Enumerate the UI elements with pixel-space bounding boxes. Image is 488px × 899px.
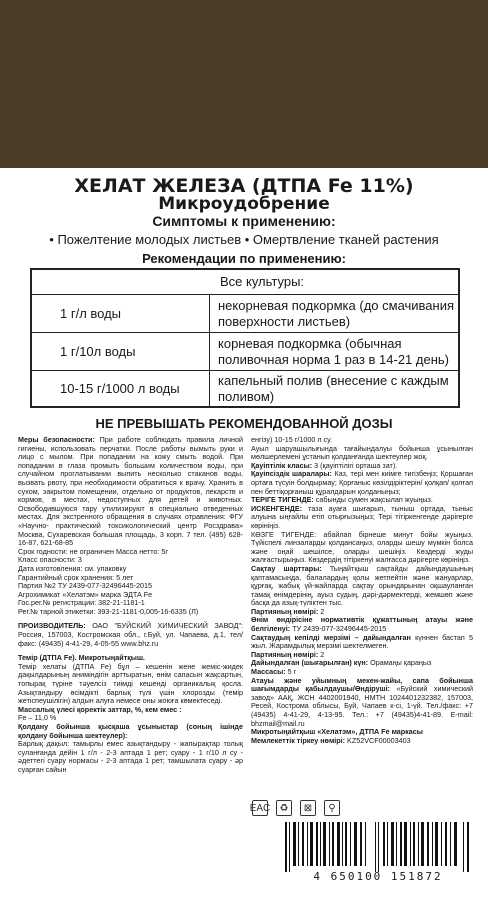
dosage-warning: НЕ ПРЕВЫШАТЬ РЕКОМЕНДОВАННОЙ ДОЗЫ — [95, 416, 393, 431]
use-cell: некорневая подкормка (до смачивания поверхности листьев) — [218, 297, 455, 329]
all-crops-label: Все культуры: — [220, 274, 305, 289]
dose-cell: 10-15 г/1000 л воды — [32, 371, 210, 406]
symptoms-text: • Пожелтение молодых листьев • Омертвление тканей растения — [49, 232, 439, 247]
dosage-table — [30, 268, 460, 408]
producer-text: ОАО "БУЙСКИЙ ХИМИЧЕСКИЙ ЗАВОД": Россия, 157003, Костромская обл., г.Буй, ул. Чапаева, д.1, тел/факс: (49435) 4-41-29, 4-05-55 www.bhz.ru — [18, 621, 243, 648]
info-line: Гос.рег.№ регистрации: 382-21-1181-1 — [18, 598, 145, 608]
use-cell: капельный полив (внесение с каждым поливом) — [218, 372, 449, 404]
dose-cell: 1 г/л воды — [32, 295, 210, 332]
info-line: Агрохимикат «Хелатэм» марка ЭДТА Fe — [18, 589, 153, 599]
brand-label: Микротыңайтқыш «Хелатэм», ДТПА Fe маркасы — [251, 727, 423, 737]
reg-label: Өнім өндірісіне нормативтік құжаттының атауы және белгіленуі: — [251, 615, 473, 634]
barcode-number: 4 650100 151872 — [313, 870, 443, 883]
kz-safety-text: Каз, тері мен киімге тигізбеңіз; Қоршаған ортаға түсуін болдырмау; Қорғаныс көзілдіріктерін/ қолқап/ қолғап пен беттіқорғаныш құралдарын қолданыңыз; — [251, 469, 473, 496]
safety-label: Меры безопасности: — [18, 435, 95, 444]
info-line: Срок годности: не ограничен Масса нетто: 5г — [18, 546, 169, 556]
product-subtitle: Микроудобрение — [158, 194, 330, 214]
kz-dose-value: Fe – 11,0 % — [18, 713, 57, 723]
storage-label: Сақтау шарттары: — [251, 563, 322, 573]
shelf-label: Сақтаудың кепілді мерзімі – дайындалған — [251, 632, 411, 642]
safety-text: При работе соблюдать правила личной гигиены, использовать перчатки. После работы вымыть руки и лицо с мылом. При попадании на кожу смыть водой. При попадании в глаза промыть большим количеством воды, при случайном проглатывании выпить несколько стаканов воды, вызвать рвоту, при необходимости обратиться к врачу. Хранить в сухом, закрытом помещении, отдельно от продуктов, лекарств и кормов, в местах, недоступных для детей и животных. Освободившуюся тару утилизируют в специально отведенных местах. Для экстренного обращения в случаях отравления: ФГУ «Научно- практический токсикологический центр Росздрава» Москва, Сухаревская большая площадь, 3 корп. 7 тел. (495) 628-16-87, 621-68-85 — [18, 435, 243, 548]
info-line: Класс опасности: 3 — [18, 555, 82, 565]
recommendations-heading: Рекомендации по применению: — [142, 251, 346, 266]
batch-text: 2 — [318, 649, 325, 659]
kz-safety-paragraph — [251, 470, 473, 496]
info-line: Дата изготовления: см. упаковку — [18, 563, 127, 573]
eye-label: ИСКЕНГЕНДЕ: — [251, 503, 303, 513]
dosage-row — [32, 332, 458, 370]
pkg-label: Партияның нөмірі: — [251, 606, 319, 616]
kz-safety-label: Қауіпсіздік шаралары: — [251, 469, 332, 479]
kz-usage-label-text: Қолдану бойынша қысқаша ұсыныстар (соның ішінде қолдану бойынша шектеулер): — [18, 722, 243, 740]
maker-text: «Буйский химический завод» ААҚ, ЖСН 4402001940, НМТН 1024401232382, 157003, Ресей, Кострома облысы, Буй, Чапаев к-сі, 1-үй. Тел./факс: +7 (49435) 4-41-29, 4-13-95. Тел.: +7 (49435)4-41-89. E-mail: bhzmail@mail.ru — [251, 684, 473, 728]
state-text: KZ52VCF00003403 — [345, 735, 411, 745]
hazard-label: Қауіптілік класы: — [251, 460, 313, 470]
maker-paragraph — [251, 677, 473, 729]
kz-dose-label-text: Массалық үлесі қоректік заттар, %, кем емес : — [18, 704, 182, 714]
symptoms-heading: Симптомы к применению: — [152, 213, 336, 229]
state-label: Мемлекеттік тіркеу нөмірі: — [251, 735, 346, 745]
kz-title-text: Темір (ДТПА Fe). Микротыңайтқыш. — [18, 653, 145, 663]
dosage-row — [32, 294, 458, 332]
info-line: Партия №2 ТУ 2439-077-32496445-2015 — [18, 581, 152, 591]
info-line: Гарантийный срок хранения: 5 лет — [18, 572, 134, 582]
producer-label: ПРОИЗВОДИТЕЛЬ: — [18, 621, 86, 631]
state-paragraph — [251, 737, 473, 746]
dose-cell: 1 г/10л воды — [32, 333, 210, 370]
mass-label: Массасы: — [251, 667, 286, 677]
kz-description: Темір хелаты (ДТПА Fe) бұл – кешенін жене жеміс-жидек дақылдарының аниміндігін арттыратын, өнім сапасын жақсартын, топырақ түріне тәуелсіз тиімді кешенді органикалық қосла. Азықтандыру өсімдікті барлық түлі үшін хлорозды (темір жетіспеушілігін) алдын алуға немесе оны жоюға көмектеседі. — [18, 661, 243, 706]
mass-text: 5 г — [285, 667, 297, 677]
eye2-paragraph: КӨЗГЕ ТИГЕНДЕ: абайлап бірнеше минут бойы жуыңыз. Түйіспелі линзаларды қолдансаңыз, оларды шешу мүмкін болса және оңай шешілсе, оларды шешіңіз. Көздерді жуды жалғастырыңыз. Көздердің тітіркенуі жалғасса дәрігерге көрініңіз. — [251, 529, 473, 565]
made-label: Дайындалған (шығарылған) күн: — [251, 658, 369, 668]
intro-line: енгізу) 10-15 г/1000 л су. — [251, 435, 333, 444]
made-text: Орамаңы қараңыз — [368, 658, 432, 668]
barcode-icon — [283, 822, 473, 872]
right-text-column — [251, 436, 473, 745]
restrictions-paragraph: Ауыл шаруашылығында тағайындалуы бойынша ұсынылған мөлшерлемені ұстанып қолданғанда шектеулер жоқ. — [251, 443, 473, 462]
reg-text: ТУ 2439-077-32496445-2015 — [290, 624, 387, 634]
shelf-paragraph — [251, 634, 473, 651]
info-line: Рег.№ тарной этикетки: 393-21-1181-0,005-16-6335 (Л) — [18, 606, 199, 616]
storage-paragraph — [251, 565, 473, 608]
eye-paragraph — [251, 505, 473, 531]
eac-mark-icon: EAC — [252, 800, 268, 816]
shelf-text: күннен бастап 5 жыл. Жарамдылық мерзімі шектелмеген. — [251, 632, 473, 651]
eye-text: таза ауаға шығарып, тыныш ортада, тыныс алуына ыңғайлы етіп отырғызыңыз; Тері тітіркенгенде дәрігерге көрініңіз. — [251, 503, 473, 530]
kz-usage-text: Барлық дақыл: тамырлы емес азықтандыру - жапырақтар толық суланғанда дейін 1 г/л - 2-3 аптада 1 рет; суару - 1 г/10 л су - әдеттегі суару нормасы - 2-3 аптада 1 рет; тамшылата суару - әр суарған сайын — [18, 739, 243, 774]
safety-paragraph — [18, 436, 243, 548]
left-text-column — [18, 436, 243, 775]
producer-paragraph — [18, 622, 243, 648]
kz-usage-label — [18, 723, 243, 740]
skin-text: сабынды сумен жақсылап жуыңыз. — [313, 495, 433, 505]
storage-text: Тыңайтқыш сақтайды дайындаушының қаптамасында, балалардың қолы жетпейтін және жануарлар, құрғақ, жабық үй-жайларда сақтау орындарынан оқшауланған тамақ өнімдерінің, ауыз судың, дәрі-дәрмектерді, жемшөп және басқа да азық-түлiктен тыс. — [251, 563, 473, 608]
bin-icon: ⊠ — [300, 800, 316, 816]
pkg-text: 2 — [318, 606, 325, 616]
maker-label: Атауы және уйымның мекен-жайы, сапа бойынша шағымдарды қабылдаушы/Өндіруші: — [251, 675, 473, 694]
use-cell: корневая подкормка (обычная поливочная норма 1 раз в 14-21 день) — [218, 335, 449, 367]
glass-fork-icon: ⚲ — [324, 800, 340, 816]
certification-icons — [249, 800, 472, 820]
batch-label: Партияның нөмірі: — [251, 649, 319, 659]
product-top-band — [0, 0, 488, 168]
product-title: ХЕЛАТ ЖЕЛЕЗА (ДТПА Fe 11%) — [74, 175, 414, 197]
reg-paragraph — [251, 616, 473, 633]
dosage-header-row — [32, 270, 458, 294]
skin-label: ТЕРІГЕ ТИГЕНДЕ: — [251, 495, 314, 505]
hazard-text: 3 (қауіптілігі орташа зат). — [312, 460, 398, 470]
recycle-icon: ♻ — [276, 800, 292, 816]
dosage-row — [32, 370, 458, 406]
